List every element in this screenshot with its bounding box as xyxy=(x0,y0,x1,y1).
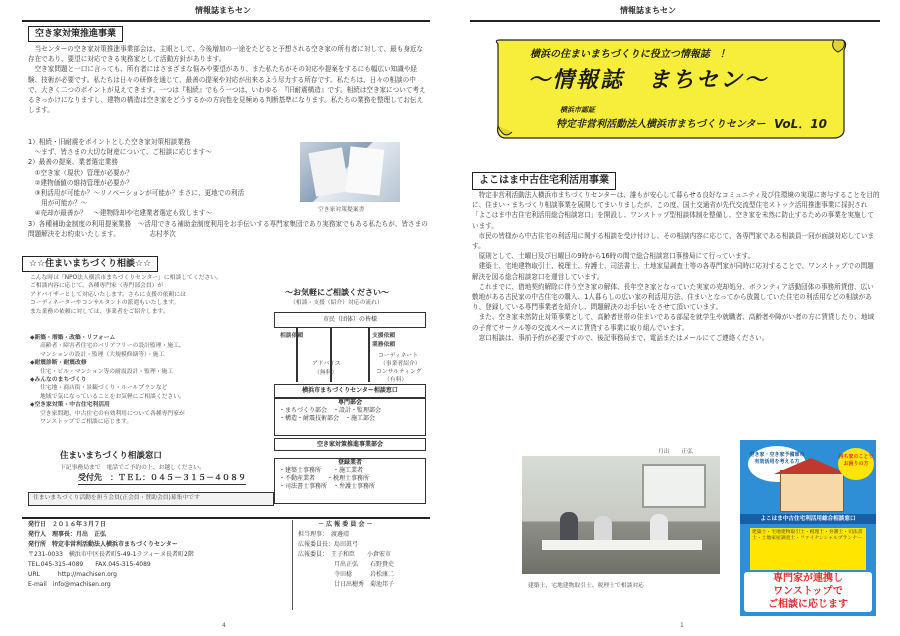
akiya-list-item: ③利活用が可能か？〜リノベーションが可能か？まさに、更地での利活 xyxy=(28,189,245,198)
colophon-line: TEL.045-315-4089 FAX.045-315-4089 xyxy=(28,561,151,568)
consult-intro-line: こんな時は「NPO法人横浜市まちづくりセンター」に相談してください。 xyxy=(30,275,222,281)
akiya-list-item: 〜まず、皆さまの大切な財産について、ご相談に応じます〜 xyxy=(28,148,212,157)
committee-line: 広報委員： 王子和臣 小倉宏市 xyxy=(298,551,392,558)
flow-center-window-box xyxy=(274,384,426,398)
poster-slogan-2: ワンストップで xyxy=(773,586,843,597)
poster-specialist: 土地家屋調査士 xyxy=(761,536,796,541)
flow-akiya-group-label: 空き家対策推進事業部会 xyxy=(316,441,383,448)
colophon-rule xyxy=(22,517,430,519)
consult-item-body: 住宅地・商店街・景観づくり・ルールプランなど xyxy=(40,385,168,392)
flow-registered-item: ・不動産業者 ・税理士事務所 xyxy=(279,475,370,483)
poster-specialist: ファイナンシャルプランナー xyxy=(800,536,862,541)
consult-window-line: 下記事務局まで 電話でご予約の上、お越しください。 xyxy=(60,465,205,471)
tel-label: 受付先 ： xyxy=(78,473,118,482)
akiya-paragraphs xyxy=(28,44,428,115)
consult-intro xyxy=(30,274,260,316)
flow-advice: アドバイス xyxy=(312,361,341,367)
proposal-photo-caption: 空き家対策提案書 xyxy=(318,207,365,213)
member-recruit-banner: 住まいまちづくり活動を担う会員(正会員・賛助会員)募集中です xyxy=(28,492,274,506)
poster-slogan-3: ご相談に応じます xyxy=(768,599,848,610)
poster-slogan-panel xyxy=(744,572,872,612)
akiya-list-item: ②建物価値の維持管理が必要か？ xyxy=(28,178,133,187)
poster-specialists: 建築士・宅地建物取引士・税理士・弁護士・司法書士・土地家屋調査士・ファイナンシャルプランナー xyxy=(750,528,866,570)
poster-house-roof xyxy=(774,458,848,474)
flow-registered-item: ・建築士事務所 ・施工業者 xyxy=(279,467,364,475)
flow-specialist-title: 専門部会 xyxy=(337,399,362,406)
committee-line: 廿日出穂秀 菊池邦子 xyxy=(298,581,395,588)
consult-item-body: 空き家問題、中古住宅の有効利用について各種専門家が xyxy=(40,410,185,417)
section-reuse-title: よこはま中古住宅利活用事業 xyxy=(472,172,616,190)
flow-support-request: 支援依頼 xyxy=(372,333,396,339)
right-page-number: 1 xyxy=(680,621,684,629)
flow-citizen-label: 市民（団体）の皆様 xyxy=(322,316,377,323)
flow-business-request: 業務依頼 xyxy=(372,342,396,348)
poster-specialist: 弁護士 xyxy=(828,530,844,535)
poster-specialist: 宅地建物取引士 xyxy=(771,530,805,535)
flow-advice-sub: （無料） xyxy=(314,370,338,376)
consult-item-body: 住宅・ビル・マンション等の耐震設計・監理・施工 xyxy=(40,368,174,375)
flow-registered-item: ・司法書士事務所 ・弁護士事務所 xyxy=(279,483,376,491)
reuse-paragraph: また、空き家未然防止対策事業として、高齢者世帯の住まいである部屋を就学生や就職者、高齢者や障がい者の方に賃貸したり、地域の子育てサークル等の交流スペースに賃貸する事業に取り組んでいます。 xyxy=(472,313,875,332)
consultation-photo-caption: 建築士、宅地建物取引士、税理士で相談対応 xyxy=(528,583,644,589)
poster-window-name xyxy=(740,514,876,524)
left-header-rule xyxy=(22,20,430,22)
poster-slogan-1: 専門家が連携し xyxy=(773,573,843,584)
poster-specialist: 司法書士 xyxy=(752,530,863,541)
banner-org: 特定非営利活動法人横浜市まちづくりセンター xyxy=(556,119,766,130)
flow-citizen-box xyxy=(274,312,426,328)
reuse-signature: 月出 正弘 xyxy=(658,449,693,455)
poster-top-badge-text: 空き家・空き家予備軍の有効活用を考える方 xyxy=(749,452,805,465)
right-header: 情報誌まちセン xyxy=(620,6,676,15)
consult-intro-line: ご相談内容に応じて、各種専門家（専門部会員）が xyxy=(30,283,164,290)
consult-item-body: 地域で気になっていることをお気軽にご相談ください。 xyxy=(40,393,185,400)
reuse-paragraph: 市民の皆様から中古住宅の利活用に関する相談を受け付けし、その相談内容に応じて、各専門家である相談員一同が面談対応しています。 xyxy=(472,231,875,251)
section-consult-title: ☆☆住まいまちづくり相談☆☆ xyxy=(22,256,158,272)
flow-registered-box xyxy=(274,458,426,504)
flow-specialist-box xyxy=(274,398,426,436)
consult-window-title: 住まいまちづくり相談窓口 xyxy=(60,451,162,461)
colophon-divider xyxy=(292,520,293,610)
reuse-paragraph: これまでに、借地契約解除に伴う空き家の解体、長年空き家となっていた実家の売却処分、ボランティア活動団体の事務所貸借、広い敷地がある古民家の中古住宅の購入、1人暮らしの広い家の利活用方法、住まいとなってから放置していた住宅の利活用などの相談があり、登録している専門事業者を紹介し、問題解決のお手伝いをさせて頂いています。 xyxy=(472,282,874,312)
consult-intro-line: アドバイザーとして対応いたします。さらに支援の依頼には xyxy=(30,291,186,298)
flow-subtitle: （相談・支援（紹介）対応の流れ） xyxy=(290,300,383,306)
reuse-paragraph: 建築士、宅地建物取引士、税理士、弁護士、司法書士、土地家屋調査士等の各専門家が同時に応対することで、ワンストップでの問題解決を図る総合相談窓口を運営しています。 xyxy=(472,262,874,281)
akiya-list-item: 用が可能か？〜 xyxy=(28,199,88,208)
flow-coordinate-sub: （事業者紹介） xyxy=(380,361,421,367)
akiya-list-item: 1）相続・旧耐震をポイントとした空き家対策相談業務 xyxy=(28,138,191,146)
flow-arrow-down-right xyxy=(368,327,370,382)
left-header: 情報誌まちセン xyxy=(195,6,251,15)
document-sheet xyxy=(346,146,385,195)
consult-item-body: マンションの設計・監理（大規模修繕等）・施工 xyxy=(40,351,165,358)
committee-line: 月出正弘 石野貴史 xyxy=(298,561,395,568)
committee-line: 広報委員長：島田眞弓 xyxy=(298,541,359,548)
committee-line: 寺田稔 岩松康二 xyxy=(298,571,395,578)
photo-table xyxy=(542,540,702,550)
akiya-list-item: 2）最善の提案、業者選定業務 xyxy=(28,158,118,167)
banner-top-text: 横浜の住まいまちづくりに役立つ情報誌 ！ xyxy=(530,49,730,60)
consult-items xyxy=(30,334,265,426)
poster-badge2 xyxy=(838,448,874,480)
consult-item-body: ワンストップでご相談に応じます。 xyxy=(40,419,133,426)
title-banner xyxy=(490,36,850,144)
flow-coordinate: コーディネート xyxy=(378,353,419,359)
consultation-photo xyxy=(522,456,720,574)
flow-specialist-item: ・構造・耐震技術部会 ・施工部会 xyxy=(279,415,376,423)
tel-number: ＴＥＬ：０４５－３１５－４０８９ xyxy=(118,473,246,482)
consult-item-head: ◆みんなのまちづくり xyxy=(30,377,87,384)
akiya-paragraph-2: 空き家問題と一口に言っても、所有者にはさまざまな悩みや要望があり、また私たちがその対応や提案をするにも幅広い知識や経験、技術が必要です。私たちは日々の研修を通じて、最善の提案や対応が出来るよう尽力する所存です。私たちは、日々の相談の中で、大きく二つのポイントが見えてきます。一つは『相続』でもう一つは、いわゆる 『旧耐震構造』です。相続は空き家について考えるきっかけになりますし、建物の構造は空き家をどうするかの方向性を見極める判断基準になります。私たちの業務を整理してお伝えします。 xyxy=(28,65,426,115)
committee-line: 担当理事： 渡邊靖 xyxy=(298,531,350,538)
section-akiya-title: 空き家対策推進事業 xyxy=(28,26,123,42)
flow-center-window-label: 横浜市まちづくりセンター相談窓口 xyxy=(302,387,398,394)
flow-consult-request: 相談依頼 xyxy=(280,333,304,339)
consult-item-head: ◆新築・増築・改築・リフォーム xyxy=(30,335,116,341)
consult-window-tel xyxy=(78,473,246,485)
akiya-list-item: ①空き家（現状）管理が必要か？ xyxy=(28,168,133,177)
banner-title: ～情報誌 まちセン～ xyxy=(528,68,769,93)
poster-specialist: 税理士 xyxy=(809,530,825,535)
flow-title: ～お気軽にご相談ください～ xyxy=(285,288,389,297)
committee-title: － 広 報 委 員 会 － xyxy=(318,521,373,528)
colophon-line: URL http://machisen.org xyxy=(28,571,117,578)
poster-badge2-text: 持ち家のことでお困りの方 xyxy=(838,454,874,467)
flow-registered-title: 登録業者 xyxy=(337,459,362,466)
colophon-line: 発行日 ２０１６年３月７日 xyxy=(28,521,107,528)
colophon-line: 発行所 特定非営利活動法人横浜市まちづくりセンター xyxy=(28,541,178,548)
right-header-rule xyxy=(470,20,880,22)
akiya-paragraph-1: 当センターの空き家対策推進事業部会は、主眼として、今後増加の一途をたどると予想される空き家の所有者に対して、最も身近な存在であり、要望に対応できる実務家として活動方針があります。 xyxy=(28,45,424,64)
consult-item-head: ◆耐震診断・耐震改修 xyxy=(30,360,87,367)
colophon xyxy=(28,520,194,590)
right-page xyxy=(450,0,900,636)
flow-specialist-item: ・まちづくり部会 ・設計・監理部会 xyxy=(279,407,381,415)
poster-house xyxy=(780,470,844,512)
consult-intro-line: コーディネーターやコンサルタントの派遣もいたします。 xyxy=(30,300,180,307)
poster-window-name-text: よこはま中古住宅利活用総合相談窓口 xyxy=(760,516,856,522)
banner-sub: 横浜市認証 xyxy=(560,106,595,114)
colophon-line: 発行人 理事長：月出 正弘 xyxy=(28,531,107,538)
akiya-list-item: 3）各種補助金制度の利用提案業務 〜活用できる補助金制度利用をお手伝いする専門家集団であり実務家でもある私たちが、皆さまの問題解決をお約束いたします。 志村孝次 xyxy=(28,219,428,238)
banner-volume: VoL．10 xyxy=(774,117,828,131)
proposal-document-photo xyxy=(300,142,400,202)
reuse-paragraph: 特定非営利活動法人横浜市まちづくりセンターは、誰もが安心して暮らせる良好なコミュニティ及び住環境の実現に寄与することを目的に、住まい・まちづくり相談事業を展開してまいりましたが、この度、国土交通省が先代交流型住宅ストック活用推進事業に採択され「よこはま中古住宅利活用総合相談窓口」を開設し、ワンストップ型相談体制を整備し、空き家を未然に防止するための事業を実施しています。 xyxy=(472,191,880,230)
flow-akiya-group-box xyxy=(274,438,426,451)
poster-specialist: 建築士 xyxy=(752,530,767,535)
flow-consulting: コンサルティング xyxy=(376,369,422,375)
reuse-paragraphs xyxy=(472,190,880,343)
document-sheet xyxy=(308,147,349,196)
left-page-number: 4 xyxy=(222,621,226,629)
colophon-line: 〒231-0033 横浜市中区長者町5-49-1ラフィーヌ長者町2階 xyxy=(28,551,194,558)
photo-window xyxy=(642,464,706,508)
consult-window-poster xyxy=(740,440,876,616)
reuse-paragraph: 原則として、土曜日及び日曜日の9時から16時の間で総合相談窓口事務局にて行っています。 xyxy=(478,252,755,261)
consult-intro-line: また業務の依頼に対しては、事業者をご紹介します。 xyxy=(30,308,169,315)
consult-item-head: ◆空き家対策・中古住宅利活用 xyxy=(30,402,110,409)
flow-consulting-sub: （有料） xyxy=(384,377,408,383)
colophon-line: E-mail info@machisen.org xyxy=(28,581,111,588)
akiya-list-item: ④売却が最善か？ 〜建物除却や宅建業者選定も致します〜 xyxy=(28,209,212,218)
committee xyxy=(298,520,394,590)
consult-item-body: 高齢者・障害者住宅のバリアフリーの設計監理・施工、 xyxy=(40,343,185,350)
reuse-paragraph: 窓口相談は、事前予約が必要ですので、後記事務局まで、電話またはメールにてご連絡ください。 xyxy=(478,333,769,342)
